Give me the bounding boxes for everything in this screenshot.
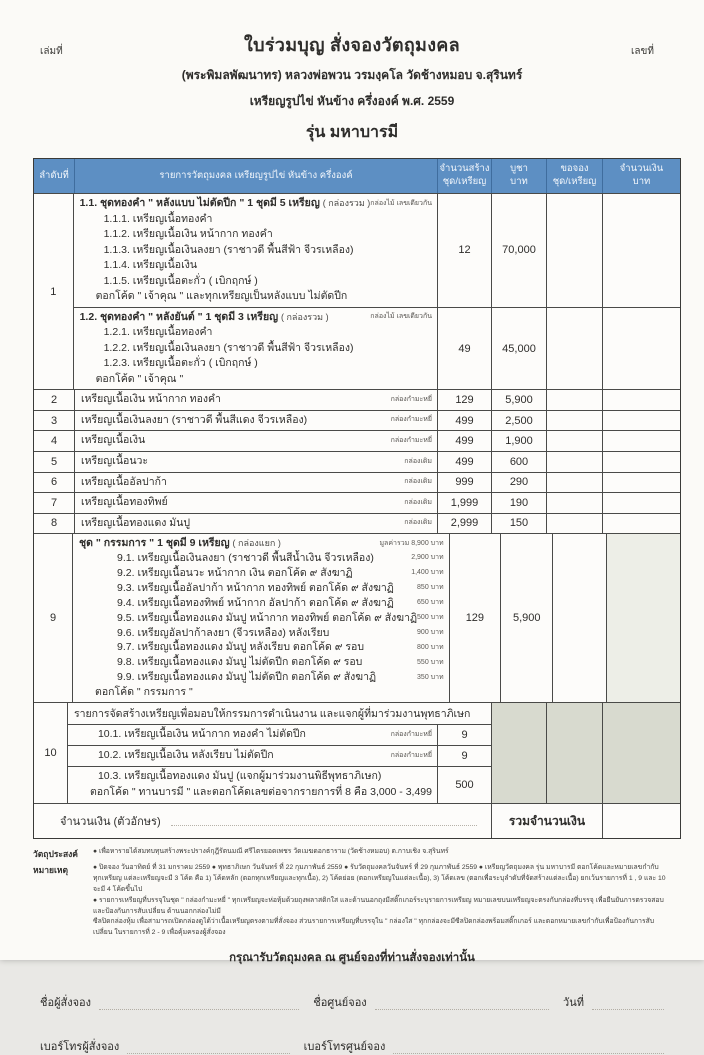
qty-made-value: 12: [437, 194, 491, 307]
price-value: 5,900: [491, 390, 546, 410]
item-label: เหรียญเนื้อเงินลงยา (ราชาวดี พื้นสีแดง จีวรเหลือง): [81, 413, 308, 426]
table-row-4: [34, 430, 680, 451]
qty-made-value: 129: [437, 390, 491, 410]
item-label: เหรียญเนื้อเงิน หน้ากาก ทองคำ: [81, 393, 221, 406]
amount-cell[interactable]: [602, 390, 680, 410]
amount-cell[interactable]: [602, 473, 680, 493]
coin-line: 9.5. เหรียญเนื้อทองแดง มันปู หน้ากาก ทองทิพย์ ตอกโค้ด ๙ สังฆาฏิ: [117, 611, 418, 624]
reserve-qty-cell[interactable]: [546, 493, 602, 513]
row-number: 4: [50, 435, 58, 448]
item-label: เหรียญเนื้อนวะ: [81, 454, 149, 467]
center-phone-field[interactable]: [393, 1040, 664, 1054]
coin-line: 1.1.4. เหรียญเนื้อเงิน: [103, 259, 197, 272]
box-note: กล่องไม้ เลขเดียวกัน: [370, 313, 432, 321]
qty-made-value: 9: [437, 746, 491, 766]
coin-line: 1.2.2. เหรียญเนื้อเงินลงยา (ราชาวดี พื้นสีฟ้า จีวรเหลือง): [103, 341, 354, 354]
box-note: กล่องไม้ เลขเดียวกัน: [370, 199, 432, 207]
price-value: 5,900: [500, 534, 552, 702]
coin-line: 1.1.5. เหรียญเนื้อตะกั่ว ( เบิกฤกษ์ ): [103, 274, 258, 287]
price-value: 45,000: [491, 308, 546, 390]
price-value: 290: [491, 473, 546, 493]
reserve-header-line2: ชุด/เหรียญ: [552, 176, 597, 187]
price-value: 70,000: [491, 194, 546, 307]
set-box-type: ( กล่องรวม ): [322, 198, 371, 208]
row-number: 10: [44, 747, 57, 760]
coin-line: 9.9. เหรียญเนื้อทองแดง มันปู ไม่ตัดปีก ตอกโค้ด ๙ สังฆาฏิ: [117, 671, 377, 684]
pickup-instruction: กรุณารับวัตถุมงคล ณ ศูนย์จองที่ท่านสั่งจองเท่านั้น: [229, 952, 475, 965]
code-stamp-note: ตอกโค้ด " เจ้าคุณ ": [95, 372, 184, 385]
coin-line: 9.4. เหรียญเนื้อทองทิพย์ หน้ากาก อัลปาก้า ตอกโค้ด ๙ สังฆาฏิ: [117, 596, 394, 609]
table-row-2: [34, 389, 680, 410]
box-note: กล่องเดิม: [404, 519, 432, 527]
box-note: กล่องกำมะหยี่: [390, 730, 432, 738]
col-header-reserve: [546, 159, 602, 193]
row-number: 1: [50, 285, 57, 298]
total-row: [34, 803, 680, 838]
box-note: กล่องกำมะหยี่: [390, 437, 432, 445]
price-value: 600: [491, 452, 546, 472]
center-name-label: ชื่อศูนย์จอง: [313, 997, 367, 1010]
qty-made-value: 2,999: [437, 514, 491, 534]
qty-made-value: 9: [437, 725, 491, 745]
coin-line: 10.3. เหรียญเนื้อทองแดง มันปู (แจกผู้มาร่วมงานพิธีพุทธาภิเษก): [97, 770, 382, 783]
orderer-phone-field[interactable]: [127, 1040, 289, 1054]
reserve-qty-cell[interactable]: [546, 411, 602, 431]
coin-line: 1.1.2. เหรียญเนื้อเงิน หน้ากาก ทองคำ: [103, 228, 273, 241]
amount-cell[interactable]: [606, 534, 680, 702]
table-row-1: [34, 193, 680, 389]
qty-made-value: 499: [437, 452, 491, 472]
table-row-9: [34, 533, 680, 702]
reserve-qty-cell[interactable]: [546, 514, 602, 534]
col-header-qty: [437, 159, 491, 193]
qty-made-value: 1,999: [437, 493, 491, 513]
purpose-text: ● เพื่อหารายได้สมทบทุนสร้างพระปรางค์กุฎีรัตนมณี ศรีไตรยอดเพชร วัดเมฆดอกธาราม (วัดช้างหมอบ) ต.กาบเชิง จ.สุรินทร์: [93, 848, 449, 856]
coin-line: 10.1. เหรียญเนื้อเงิน หน้ากาก ทองคำ ไม่ตัดปีก: [97, 728, 306, 741]
amount-cell[interactable]: [602, 194, 680, 307]
price-header-line2: บาท: [510, 176, 528, 187]
amount-in-words-field[interactable]: [171, 813, 477, 826]
col-header-no: ลำดับที่: [39, 169, 69, 181]
table-row-5: [34, 451, 680, 472]
box-note: กล่องกำมะหยี่: [390, 395, 432, 403]
amount-header-line2: บาท: [632, 176, 651, 187]
remark-label: หมายเหตุ: [33, 865, 68, 876]
coin-price-note: 650 บาท: [417, 599, 444, 607]
orderer-name-field[interactable]: [99, 996, 299, 1010]
giveaway-subrow-3: [68, 767, 491, 803]
order-table: [33, 158, 681, 839]
center-name-field[interactable]: [375, 996, 549, 1010]
coin-price-note: 850 บาท: [417, 584, 444, 592]
code-stamp-note: ตอกโค้ด " เจ้าคุณ " และทุกเหรียญเป็นหลังแบบ ไม่ตัดปีก: [95, 290, 348, 303]
row-number: 2: [50, 394, 58, 407]
item-label: เหรียญเนื้อเงิน: [81, 434, 146, 447]
row-number: 8: [50, 517, 58, 530]
col-header-price: [491, 159, 546, 193]
reserve-qty-cell[interactable]: [546, 390, 602, 410]
set-box-type: ( กล่องรวม ): [280, 311, 329, 322]
amount-cell-shaded: [602, 703, 680, 803]
edition-name: รุ่น มหาบารมี: [305, 124, 399, 141]
qty-header-line2: ชุด/เหรียญ: [442, 176, 487, 187]
coin-line: 1.2.3. เหรียญเนื้อตะกั่ว ( เบิกฤกษ์ ): [103, 357, 258, 370]
coin-price-note: 500 บาท: [417, 614, 444, 622]
orderer-phone-label: เบอร์โทรผู้สั่งจอง: [40, 1041, 120, 1054]
price-header-line1: บูชา: [510, 163, 528, 175]
code-stamp-note: ตอกโค้ด " กรรมการ ": [95, 686, 193, 699]
table-row-8: [34, 513, 680, 534]
form-title: ใบร่วมบุญ สั่งจองวัตถุมงคล: [244, 35, 460, 55]
row-number: 5: [50, 455, 58, 468]
grand-total-cell[interactable]: [602, 804, 680, 838]
date-field[interactable]: [592, 996, 664, 1010]
coin-price-note: 900 บาท: [417, 629, 444, 637]
reserve-qty-cell[interactable]: [546, 431, 602, 451]
item-label: เหรียญเนื้อทองทิพย์: [81, 496, 168, 509]
set-title: ชุด " กรรมการ " 1 ชุดมี 9 เหรียญ: [79, 537, 230, 550]
amount-cell[interactable]: [602, 411, 680, 431]
footnotes: [33, 847, 671, 939]
row-1-section-1-2: [73, 307, 680, 390]
amount-in-words-label: จำนวนเงิน (ตัวอักษร): [60, 816, 161, 829]
qty-made-value: 49: [437, 308, 491, 390]
qty-made-value: 129: [449, 534, 500, 702]
table-row-6: [34, 472, 680, 493]
table-header-row: [34, 159, 680, 193]
giveaway-subrow-2: [68, 746, 491, 767]
price-value: 150: [491, 514, 546, 534]
coin-price-note: 2,900 บาท: [411, 554, 444, 562]
amount-header-line1: จำนวนเงิน: [619, 163, 664, 175]
reserve-qty-cell[interactable]: [546, 452, 602, 472]
coin-price-note: 1,400 บาท: [411, 569, 444, 577]
col-header-item: [74, 159, 437, 193]
row-number: 7: [50, 496, 58, 509]
remark-line: ซีลปิดกล่องหุ้ม เพื่อสามารถเปิดกล่องดูได้ว่าเนื้อเหรียญตรงตามที่สั่งจอง ส่วนรายการเหรียญที่บรรจุใน " กล่องใส " ทุกกล่องจะมีซีลปิดกล่องพร้อมสติ๊กเกอร์ และตอกหมายเลขกำกับเพื่อป้องกันการสับเปลี่ยน ในรายการที่ 2 - 9 เพื่อคุ้มครองผู้สั่งจอง: [93, 918, 655, 937]
price-value: 2,500: [491, 411, 546, 431]
reserve-qty-cell[interactable]: [552, 534, 605, 702]
coin-line: 9.6. เหรียญอัลปาก้าลงยา (จีวรเหลือง) หลังเรียบ: [117, 626, 330, 639]
coin-line: 9.1. เหรียญเนื้อเงินลงยา (ราชาวดี พื้นสีน้ำเงิน จีวรเหลือง): [117, 552, 374, 564]
price-value: 190: [491, 493, 546, 513]
remark-line: ● รายการเหรียญที่บรรจุในชุด " กล่องกำมะหยี่ " ทุกเหรียญจะห่อหุ้มด้วยถุงพลาสติกใส และด้านนอกถุงมีสติ๊กเกอร์ระบุรายการเหรียญ หมายเลขบนเหรียญจะตรงกับกล่องที่บรรจุ เพื่อยืนยันการตรวจสอบและป้องกันการสับเปลี่ยน ด้านนอกกล่องไม่มี: [93, 896, 664, 915]
row-number: 3: [50, 414, 58, 427]
box-note: กล่องกำมะหยี่: [390, 416, 432, 424]
coin-line: 9.3. เหรียญเนื้ออัลปาก้า หน้ากาก ทองทิพย์ ตอกโค้ด ๙ สังฆาฏิ: [117, 581, 394, 594]
form-subtitle-monk: (พระพิมลพัฒนาทร) หลวงพ่อพวน วรมงฺคโล วัดช้างหมอบ จ.สุรินทร์: [181, 68, 523, 82]
set-title: 1.1. ชุดทองคำ " หลังแบบ ไม่ตัดปีก " 1 ชุดมี 5 เหรียญ: [79, 197, 320, 209]
box-note: กล่องเดิม: [404, 457, 432, 465]
grand-total-label: รวมจำนวนเงิน: [491, 804, 602, 838]
price-cell-shaded: [491, 703, 546, 803]
orderer-name-label: ชื่อผู้สั่งจอง: [40, 997, 92, 1010]
col-header-amount: [602, 159, 680, 193]
amount-cell[interactable]: [602, 308, 680, 390]
reserve-header-line1: ขอจอง: [560, 163, 589, 175]
purpose-label: วัตถุประสงค์: [33, 849, 78, 860]
qty-header-line1: จำนวนสร้าง: [439, 163, 490, 175]
set-total-value-note: มูลค่ารวม 8,900 บาท: [379, 539, 444, 547]
coin-line: 10.2. เหรียญเนื้อเงิน หลังเรียบ ไม่ตัดปีก: [97, 749, 274, 762]
row-number: 6: [50, 476, 58, 489]
amount-cell[interactable]: [602, 431, 680, 451]
coin-line: 9.2. เหรียญเนื้อนวะ หน้ากาก เงิน ตอกโค้ด ๙ สังฆาฏิ: [117, 566, 353, 579]
qty-made-value: 499: [437, 411, 491, 431]
amount-cell[interactable]: [602, 493, 680, 513]
amount-cell[interactable]: [602, 452, 680, 472]
coin-price-note: 550 บาท: [417, 658, 444, 666]
table-row-10: [34, 702, 680, 803]
set-box-type: ( กล่องแยก ): [232, 538, 281, 549]
coin-line: 1.2.1. เหรียญเนื้อทองคำ: [103, 326, 213, 339]
coin-price-note: 800 บาท: [417, 643, 444, 651]
center-phone-label: เบอร์โทรศูนย์จอง: [303, 1041, 386, 1054]
item-label: เหรียญเนื้อทองแดง มันปู: [81, 516, 191, 529]
doc-no-field[interactable]: เลขที่: [631, 46, 654, 57]
remark-line: ● ปิดจอง วันอาทิตย์ ที่ 31 มกราคม 2559 ● พุทธาภิเษก วันจันทร์ ที่ 22 กุมภาพันธ์ 2559 ● รับวัตถุมงคลวันจันทร์ ที่ 29 กุมภาพันธ์ 2559 ● เหรียญวัตถุมงคล รุ่น มหาบารมี ตอกโค้ดและหมายเลขกำกับ: [93, 864, 659, 872]
box-note: กล่องเดิม: [404, 478, 432, 486]
book-no-field[interactable]: เล่มที่: [40, 46, 63, 57]
form-subtitle-coin: เหรียญรูปไข่ หันข้าง ครึ่งองค์ พ.ศ. 2559: [249, 94, 455, 108]
reserve-qty-cell[interactable]: [546, 308, 602, 390]
qty-made-value: 499: [437, 431, 491, 451]
qty-made-value: 500: [437, 767, 491, 803]
qty-made-value: 999: [437, 473, 491, 493]
price-value: 1,900: [491, 431, 546, 451]
date-label: วันที่: [563, 997, 584, 1010]
coin-line: 9.7. เหรียญเนื้อทองแดง มันปู หลังเรียบ ตอกโค้ด ๙ รอบ: [117, 641, 365, 654]
code-stamp-note: ตอกโค้ด " ทานบารมี " และตอกโค้ดเลขต่อจากรายการที่ 8 คือ 3,000 - 3,499: [89, 786, 432, 799]
signature-section: [40, 993, 664, 1055]
box-note: กล่องเดิม: [404, 498, 432, 506]
coin-line: 1.1.1. เหรียญเนื้อทองคำ: [103, 212, 213, 225]
amount-cell[interactable]: [602, 514, 680, 534]
item-label: เหรียญเนื้ออัลปาก้า: [81, 475, 167, 488]
coin-line: 1.1.3. เหรียญเนื้อเงินลงยา (ราชาวดี พื้นสีฟ้า จีวรเหลือง): [103, 243, 354, 256]
col-header-item-label: รายการวัตถุมงคล เหรียญรูปไข่ หันข้าง ครึ่งองค์: [159, 169, 353, 181]
giveaway-subrow-1: [68, 725, 491, 746]
table-row-7: [34, 492, 680, 513]
coin-price-note: 350 บาท: [417, 673, 444, 681]
box-note: กล่องกำมะหยี่: [390, 751, 432, 759]
table-row-3: [34, 410, 680, 431]
reserve-cell-shaded: [546, 703, 602, 803]
row-1-section-1-1: [73, 194, 680, 307]
coin-line: 9.8. เหรียญเนื้อทองแดง มันปู ไม่ตัดปีก ตอกโค้ด ๙ รอบ: [117, 656, 363, 669]
remark-line: ทุกเหรียญ แต่ละเหรียญจะมี 3 โค้ด คือ 1) โค้ดหลัก (ตอกทุกเหรียญและทุกเนื้อ), 2) โค้ดย่อย (ตอกเหรียญในแต่ละเนื้อ), 3) โค้ดเลข (ตอกเพื่อระบุลำดับที่จัดสร้างแต่ละเนื้อ) ยกเว้นรายการที่ 1 , 9 และ 10 จะมี 4 โค้ดขึ้นไป: [93, 874, 666, 893]
document-header: [0, 0, 704, 145]
reserve-qty-cell[interactable]: [546, 473, 602, 493]
set-title: 1.2. ชุดทองคำ " หลังยันต์ " 1 ชุดมี 3 เหรียญ: [79, 310, 279, 323]
giveaway-header: รายการจัดสร้างเหรียญเพื่อมอบให้กรรมการดำเนินงาน และแจกผู้ที่มาร่วมงานพุทธาภิเษก: [68, 703, 491, 725]
row-number: 9: [49, 612, 57, 625]
reserve-qty-cell[interactable]: [546, 194, 602, 307]
